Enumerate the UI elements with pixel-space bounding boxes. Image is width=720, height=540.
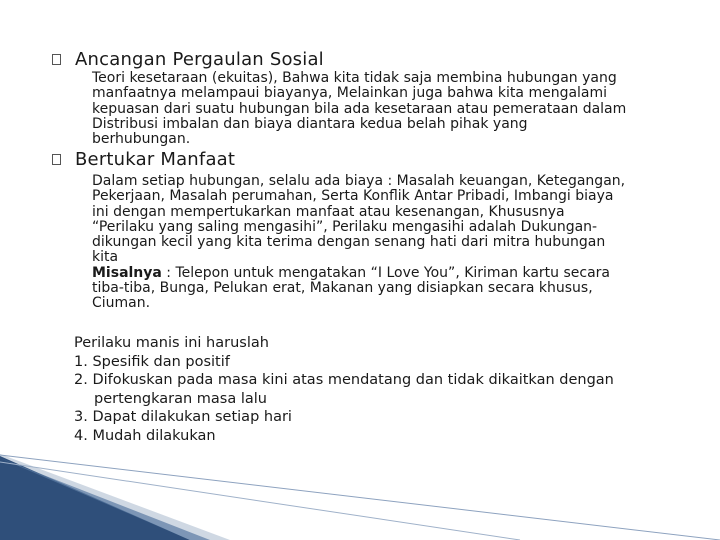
- closing-item-continuation: pertengkaran masa lalu: [94, 390, 267, 407]
- paragraph-line: Distribusi imbalan dan biaya diantara kedua belah pihak yang: [92, 115, 528, 132]
- paragraph-line: Dalam setiap hubungan, selalu ada biaya : Masalah keuangan, Ketegangan,: [92, 173, 626, 189]
- closing-block: [74, 334, 694, 446]
- example-label: Misalnya: [92, 264, 162, 281]
- section-1-heading: Ancangan Pergaulan Sosial: [75, 49, 324, 70]
- closing-intro: Perilaku manis ini haruslah: [74, 335, 269, 351]
- closing-item: 3. Dapat dilakukan setiap hari: [74, 409, 292, 426]
- paragraph-line: Teori kesetaraan (ekuitas), Bahwa kita tidak saja membina hubungan yang: [92, 70, 617, 86]
- paragraph-line: kepuasan dari suatu hubungan bila ada kesetaraan atau pemerataan dalam: [92, 100, 627, 117]
- section-1-paragraph: [92, 71, 692, 147]
- closing-item: 1. Spesifik dan positif: [74, 353, 230, 370]
- example-line: [92, 266, 692, 281]
- paragraph-line: berhubungan.: [92, 131, 191, 148]
- paragraph-line: Ciuman.: [92, 295, 151, 312]
- section-2-paragraph: [92, 174, 692, 312]
- closing-item: 2. Difokuskan pada masa kini atas mendatang dan tidak dikaitkan dengan: [74, 372, 614, 389]
- paragraph-line: tiba-tiba, Bunga, Pelukan erat, Makanan yang disiapkan secara khusus,: [92, 280, 593, 297]
- square-bullet-icon: [52, 154, 61, 165]
- section-2-heading: Bertukar Manfaat: [75, 149, 236, 170]
- example-text: : Telepon untuk mengatakan “I Love You”, Kiriman kartu secara: [161, 264, 610, 281]
- decorative-wave-graphic: [0, 440, 720, 540]
- closing-item: 4. Mudah dilakukan: [74, 427, 216, 444]
- paragraph-line: “Perilaku yang saling mengasihi”, Perilaku mengasihi adalah Dukungan-: [92, 218, 598, 235]
- section-1-heading-row: [52, 49, 324, 70]
- paragraph-line: Pekerjaan, Masalah perumahan, Serta Konflik Antar Pribadi, Imbangi biaya: [92, 188, 614, 205]
- paragraph-line: kita: [92, 249, 119, 266]
- section-2-heading-row: [52, 149, 235, 170]
- paragraph-line: dikungan kecil yang kita terima dengan senang hati dari mitra hubungan: [92, 234, 606, 251]
- paragraph-line: ini dengan mempertukarkan manfaat atau kesenangan, Khususnya: [92, 203, 565, 220]
- paragraph-line: manfaatnya melampaui biayanya, Melainkan juga bahwa kita mengalami: [92, 85, 608, 102]
- square-bullet-icon: [52, 54, 61, 65]
